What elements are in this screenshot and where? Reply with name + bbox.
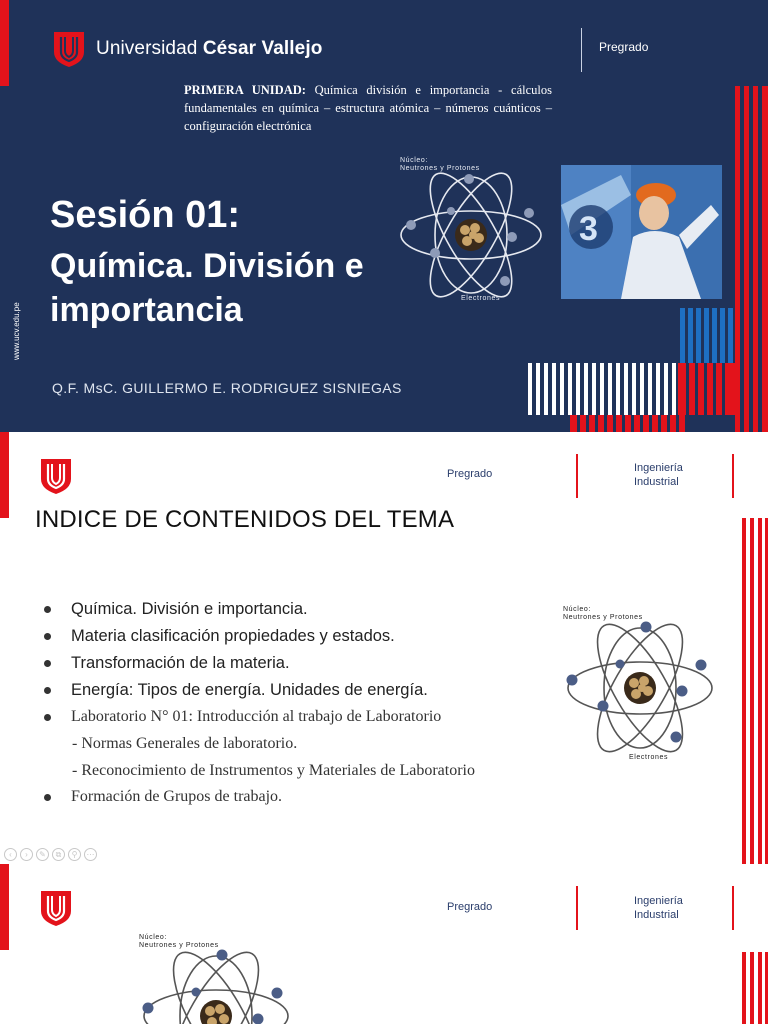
header-divider bbox=[581, 28, 582, 72]
bullet-icon bbox=[44, 606, 51, 613]
program-label: Pregrado bbox=[447, 901, 493, 913]
list-sub-item: - Reconocimiento de Instrumentos y Materiales de Laboratorio bbox=[72, 762, 475, 779]
atom-label-electrons: Electrones bbox=[629, 754, 669, 761]
list-item: Laboratorio N° 01: Introducción al trabajo de Laboratorio bbox=[44, 708, 441, 726]
pen-icon[interactable]: ✎ bbox=[36, 848, 49, 861]
more-icon[interactable]: ⋯ bbox=[84, 848, 97, 861]
atom-label-electrons: Electrones bbox=[461, 295, 501, 302]
program-label: Pregrado bbox=[599, 40, 649, 54]
title-slide bbox=[0, 0, 768, 432]
third-slide bbox=[0, 864, 768, 1024]
website-vertical bbox=[12, 302, 70, 369]
header-divider bbox=[576, 454, 578, 498]
ucv-logo-icon bbox=[39, 457, 73, 495]
header-divider-right bbox=[732, 886, 734, 930]
atom-diagram bbox=[395, 155, 550, 305]
atom-label-nucleus: Núcleo: Neutrones y Protones bbox=[139, 934, 219, 949]
bullet-icon bbox=[44, 660, 51, 667]
bullet-icon bbox=[44, 633, 51, 640]
bullet-icon bbox=[44, 794, 51, 801]
atom-icon bbox=[136, 932, 296, 1024]
header-divider-right bbox=[732, 454, 734, 498]
left-red-accent bbox=[0, 0, 9, 86]
university-brand bbox=[52, 30, 322, 68]
left-red-accent bbox=[0, 432, 9, 518]
session-number: Sesión 01: bbox=[50, 194, 241, 236]
atom-label-nucleus: Núcleo: Neutrones y Protones bbox=[400, 157, 480, 172]
zoom-icon[interactable]: ⚲ bbox=[68, 848, 81, 861]
list-sub-item: - Normas Generales de laboratorio. bbox=[72, 735, 298, 752]
page-title: INDICE DE CONTENIDOS DEL TEMA bbox=[35, 506, 455, 533]
author-name: Q.F. MsC. GUILLERMO E. RODRIGUEZ SISNIEGAS bbox=[52, 380, 402, 396]
header-divider bbox=[576, 886, 578, 930]
atom-diagram bbox=[560, 604, 720, 764]
slide-controls bbox=[4, 848, 100, 861]
ucv-logo-icon bbox=[52, 30, 86, 68]
website-text: www.ucv.edu.pe bbox=[12, 302, 21, 360]
bullet-icon bbox=[44, 714, 51, 721]
list-item: Transformación de la materia. bbox=[44, 654, 290, 673]
next-icon[interactable]: › bbox=[20, 848, 33, 861]
decorative-stripes bbox=[740, 518, 768, 864]
career-label: Ingeniería Industrial bbox=[634, 462, 683, 488]
list-item: Química. División e importancia. bbox=[44, 600, 308, 619]
left-red-accent bbox=[0, 864, 9, 950]
list-item: Energía: Tipos de energía. Unidades de energía. bbox=[44, 681, 428, 700]
atom-icon bbox=[560, 604, 720, 764]
decorative-stripes bbox=[528, 86, 768, 432]
prev-icon[interactable]: ‹ bbox=[4, 848, 17, 861]
atom-label-nucleus: Núcleo: Neutrones y Protones bbox=[563, 606, 643, 621]
atom-icon bbox=[395, 155, 550, 305]
copy-icon[interactable]: ⧉ bbox=[52, 848, 65, 861]
program-label: Pregrado bbox=[447, 468, 493, 480]
career-label: Ingeniería Industrial bbox=[634, 895, 683, 921]
session-title: Química. División e importancia bbox=[50, 247, 364, 329]
list-item: Materia clasificación propiedades y estados. bbox=[44, 627, 395, 646]
unit-description: PRIMERA UNIDAD: Química división e importancia - cálculos fundamentales en química – estructura atómica – números cuánticos – configuración electrónica bbox=[184, 83, 552, 133]
bullet-icon bbox=[44, 687, 51, 694]
atom-diagram bbox=[136, 932, 296, 1024]
ucv-logo-icon bbox=[39, 889, 73, 927]
decorative-stripes bbox=[740, 952, 768, 1024]
svg-text:3: 3 bbox=[579, 210, 598, 248]
list-item: Formación de Grupos de trabajo. bbox=[44, 788, 282, 806]
index-slide bbox=[0, 432, 768, 864]
university-name: Universidad César Vallejo bbox=[96, 38, 323, 59]
